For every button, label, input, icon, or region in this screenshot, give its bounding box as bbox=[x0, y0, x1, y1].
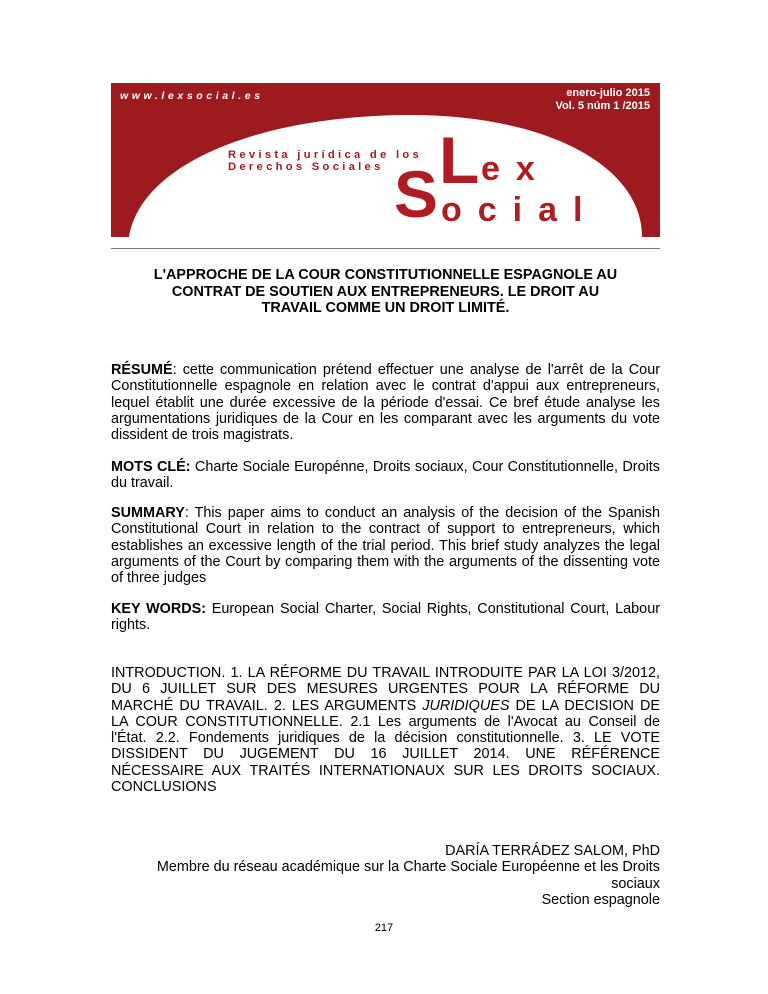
summary-text: : This paper aims to conduct an analysis of the decision of the Spanish Constitutional Court in relation to the contract of support to entrepreneurs, which establishes an excessive length of the trial period. This brief study analyzes the legal arguments of the Court by comparing them with the arguments of the dissenting vote of three judges bbox=[111, 505, 660, 587]
issue-info bbox=[555, 87, 650, 113]
logo-letters-ocial: ocial bbox=[441, 191, 599, 229]
mots-cle-paragraph bbox=[111, 459, 660, 492]
author-affiliation-line2: sociaux bbox=[611, 875, 660, 892]
key-words-label: KEY WORDS: bbox=[111, 601, 207, 617]
author-block bbox=[111, 843, 660, 908]
journal-subtitle-line1: Revista jurídica de los bbox=[228, 149, 423, 161]
article-title bbox=[111, 267, 660, 317]
toc-italic-term: JURIDIQUES bbox=[422, 697, 510, 714]
logo-letter-l: L bbox=[439, 123, 480, 197]
journal-subtitle-line2: Derechos Sociales bbox=[228, 161, 384, 173]
title-line-3: TRAVAIL COMME UN DROIT LIMITÉ. bbox=[261, 300, 510, 316]
resume-paragraph bbox=[111, 362, 660, 443]
author-affiliation-line1: Membre du réseau académique sur la Charte Sociale Européenne et les Droits bbox=[156, 859, 660, 876]
issue-period: enero-julio 2015 bbox=[566, 87, 650, 99]
summary-label: SUMMARY bbox=[111, 505, 185, 521]
site-url: www.lexsocial.es bbox=[120, 90, 264, 102]
key-words-text: European Social Charter, Social Rights, Constitutional Court, Labour rights. bbox=[111, 601, 660, 634]
page-number: 217 bbox=[374, 922, 394, 934]
issue-volume: Vol. 5 núm 1 /2015 bbox=[555, 100, 650, 112]
journal-banner bbox=[111, 83, 660, 237]
title-line-2: CONTRAT DE SOUTIEN AUX ENTREPRENEURS. LE DROIT AU bbox=[171, 283, 600, 300]
mots-cle-text: Charte Sociale Europénne, Droits sociaux, Cour Constitutionnelle, Droits du travail. bbox=[111, 459, 660, 492]
mots-cle-label: MOTS CLÉ: bbox=[111, 459, 191, 475]
author-section: Section espagnole bbox=[541, 891, 660, 908]
summary-paragraph bbox=[111, 505, 660, 586]
resume-text: : cette communication prétend effectuer une analyse de l'arrêt de la Cour Constitutionnelle espagnole en relation avec le contrat d'appui aux entrepreneurs, lequel établit une durée excessive de la période d'essai. Ce bref étude analyse les argumentations juridiques de la Cour en les comparant avec les arguments du vote dissident de trois magistrats. bbox=[111, 362, 660, 444]
toc-part-2: DE LA DECISION DE LA COUR CONSTITUTIONNELLE. 2.1 Les arguments de l'Avocat au Conseil de l'État. 2.2. Fondements juridiques de la décision constitutionnelle. 3. LE VOTE DISSIDENT DU JUGEMENT DU 16 JUILLET 2014. UNE RÉFÉRENCE NÉCESSAIRE AUX TRAITÉS INTERNATIONAUX SUR LES DROITS SOCIAUX. CONCLUSIONS bbox=[111, 697, 660, 796]
header-divider bbox=[111, 248, 660, 249]
journal-subtitle bbox=[228, 149, 422, 173]
title-line-1: L'APPROCHE DE LA COUR CONSTITUTIONNELLE ESPAGNOLE AU bbox=[153, 267, 618, 283]
logo-letters-ex: ex bbox=[481, 150, 551, 188]
logo-letter-s: S bbox=[394, 157, 439, 231]
resume-label: RÉSUMÉ bbox=[111, 362, 173, 378]
toc-part-1: INTRODUCTION. 1. LA RÉFORME DU TRAVAIL INTRODUITE PAR LA LOI 3/2012, DU 6 JUILLET SUR DES MESURES URGENTES POUR LA RÉFORME DU MARCHÉ DU TRAVAIL. 2. LES ARGUMENTS bbox=[111, 665, 660, 714]
key-words-paragraph bbox=[111, 601, 660, 634]
author-name: DARÍA TERRÁDEZ SALOM, PhD bbox=[445, 843, 660, 859]
table-of-contents bbox=[111, 665, 660, 795]
